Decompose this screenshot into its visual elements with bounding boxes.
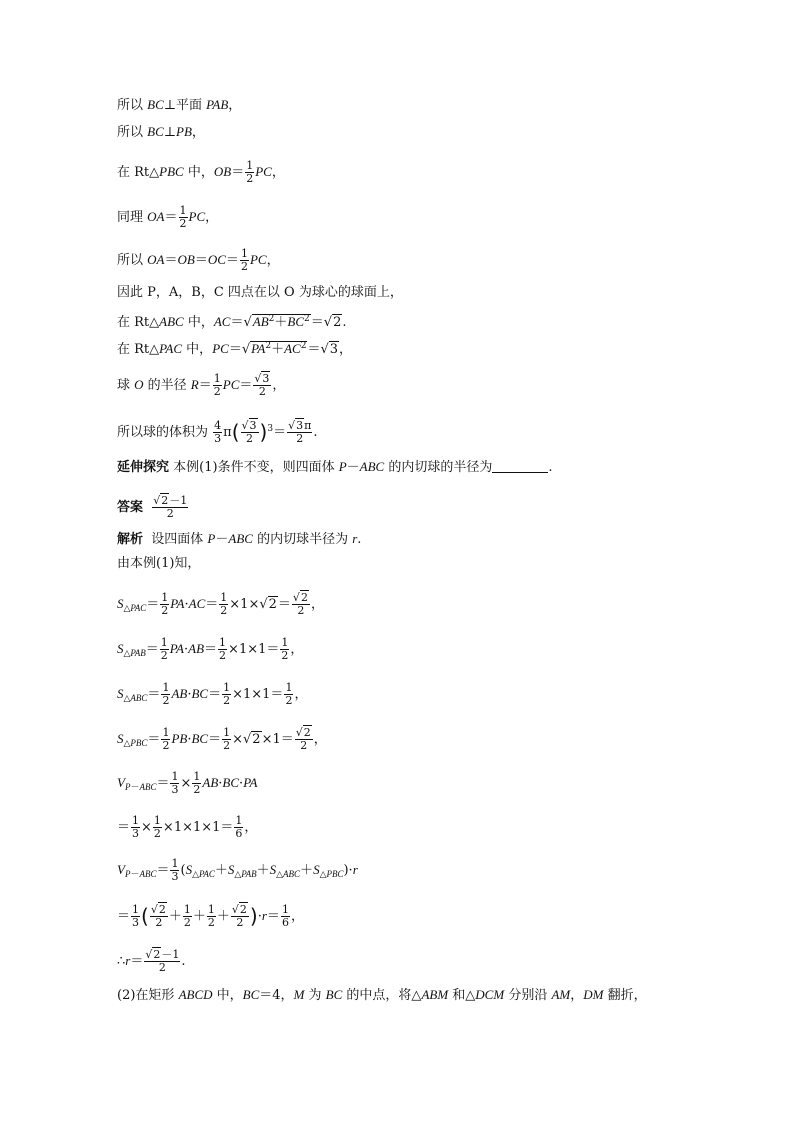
- line-bc-perp-plane: 所以 BC⊥平面 PAB，: [117, 97, 242, 113]
- line-ob: 在 Rt△PBC 中，OB＝ $\frac{1}{2}$ PC，: [117, 159, 285, 185]
- line-from-example: 由本例(1)知，: [117, 556, 201, 571]
- line-next-problem: (2)在矩形 ABCD 中，BC＝4，M 为 BC 的中点，将△ABM 和△DCM 分别沿 AM，DM 翻折，: [117, 987, 647, 1003]
- line-oa-ob-oc: 所以 OA＝OB＝OC＝ $\frac{1}{2}$ PC，: [117, 247, 280, 273]
- line-s-pac: $S_{\triangle PAC}=$ $\frac{1}{2}$ PA·AC＝ $\frac{1}{2}$ ×1×√2＝ $\frac{√2}{2}$ ，: [117, 591, 324, 617]
- line-pc: 在 Rt△PAC 中，$PC=√PA^2+AC^2=√3$，: [117, 341, 353, 357]
- line-bc-perp-pb: 所以 BC⊥PB，: [117, 124, 205, 140]
- answer-blank: [492, 460, 548, 473]
- line-ac: 在 Rt△ABC 中，$AC=√AB^2+BC^2=√2$.: [117, 314, 347, 330]
- line-s-pab: $S_{\triangle PAB}=$ $\frac{1}{2}$ PA·AB＝ $\frac{1}{2}$ ×1×1＝ $\frac{1}{2}$ ，: [117, 636, 304, 662]
- line-radius: 球 O 的半径 R＝ $\frac{1}{2}$ PC＝ $\frac{√3}{2}$ ，: [117, 372, 286, 398]
- line-s-abc: $S_{\triangle ABC}=$ $\frac{1}{2}$ AB·BC＝ $\frac{1}{2}$ ×1×1＝ $\frac{1}{2}$ ，: [117, 681, 308, 707]
- line-volume-sum: $V_{P-ABC}=$ $\frac{1}{3}$ $(S_{\triangle PAC}+S_{\triangle PAB}+S_{\triangle ABC}+S_{\triangle PBC})\cdot r$: [117, 857, 358, 883]
- extension-label: 延伸探究: [117, 460, 170, 475]
- line-oa: 同理 OA＝ $\frac{1}{2}$ PC，: [117, 204, 219, 230]
- line-sphere: 因此 P，A，B，C 四点在以 O 为球心的球面上，: [117, 285, 403, 300]
- solution-line: 解析 设四面体 P－ABC 的内切球半径为 r.: [117, 531, 362, 547]
- line-volume-def: $V_{P-ABC}=$ $\frac{1}{3}$ × $\frac{1}{2}$ AB·BC·PA: [117, 770, 258, 796]
- line-r-result: ∴r＝ $\frac{√2-1}{2}$ .: [117, 948, 186, 974]
- extension-question: 延伸探究 本例(1)条件不变，则四面体 P－ABC 的内切球的半径为 .: [117, 459, 553, 475]
- line-volume-value: ＝ $\frac{1}{3}$ × $\frac{1}{2}$ ×1×1×1＝ $\frac{1}{6}$ ，: [117, 814, 258, 840]
- solution-label: 解析: [117, 532, 144, 547]
- line-volume: 所以球的体积为 $\frac{4}{3}$ π( $\frac{√3}{2}$ )$^3$＝ $\frac{√3\pi}{2}$ .: [117, 419, 318, 445]
- line-volume-eq: ＝ $\frac{1}{3}$ ( $\frac{√2}{2}$ ＋ $\frac{1}{2}$ ＋ $\frac{1}{2}$ ＋ $\frac{√2}{2}$ )·r＝ $\frac{1}{6}$ ，: [117, 903, 304, 929]
- line-s-pbc: $S_{\triangle PBC}=$ $\frac{1}{2}$ PB·BC＝ $\frac{1}{2}$ ×√2×1＝ $\frac{√2}{2}$ ，: [117, 726, 327, 752]
- answer-label: 答案: [117, 500, 144, 515]
- answer-line: 答案 $\frac{√2-1}{2}$: [117, 494, 188, 520]
